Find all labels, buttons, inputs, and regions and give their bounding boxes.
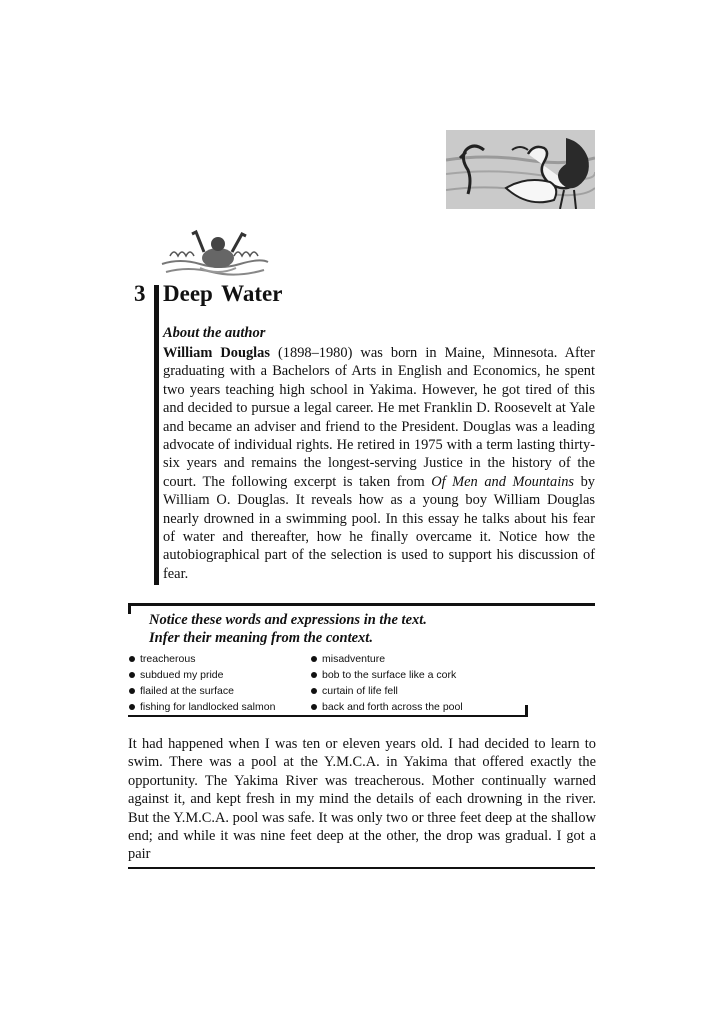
about-author-text — [163, 344, 595, 583]
bio-part-2: by William O. Douglas. It reveals how as a young boy William Douglas nearly drowned in a swimming pool. In this essay he talks about his fear of water and thereafter, how he finally overcame it. Notice how the autobiographical part of the selection is used to support his discussion of fear. — [163, 473, 595, 582]
vocab-heading-line-2: Infer their meaning from the context. — [149, 630, 373, 646]
list-item: treacherous — [128, 651, 275, 667]
book-title: Of Men and Mountains — [431, 473, 575, 490]
vocab-box-bottom-rule — [128, 715, 528, 717]
list-item: flailed at the surface — [128, 683, 275, 699]
vocab-box-top-corner — [128, 603, 131, 614]
story-text: It had happened when I was ten or eleven years old. I had decided to learn to swim. There was a pool at the Y.M.C.A. in Yakima that offered exactly the opportunity. The Yakima River was treacherous. Mother continually warned against it, and kept fresh in my mind the details of each drowning in the river. But the Y.M.C.A. pool was safe. It was only two or three feet deep at the shallow end; and while it was nine feet deep at the other, the drop was gradual. I got a pair — [128, 736, 596, 863]
vocab-list-right — [310, 651, 463, 715]
author-name: William Douglas — [163, 345, 270, 361]
vocab-list-left — [128, 651, 275, 715]
page-bottom-rule — [128, 867, 595, 869]
vocab-heading — [149, 611, 427, 647]
chapter-title: Deep Water — [163, 281, 283, 306]
about-author-heading: About the author — [163, 325, 266, 341]
list-item: bob to the surface like a cork — [310, 667, 463, 683]
chapter-number: 3 — [134, 281, 146, 306]
vocab-box-bottom-corner — [525, 705, 528, 717]
swimmer-illustration — [160, 228, 270, 280]
bio-part-1: (1898–1980) was born in Maine, Minnesota. After graduating with a Bachelors of Arts in English and Economics, he spent two years teaching high school in Yakima. However, he got tired of this and decided to pursue a legal career. He met Franklin D. Roosevelt at Yale and became an adviser and friend to the President. Douglas was a leading advocate of individual rights. He retired in 1975 with a term lasting thirty-six years and remains the longest-serving Justice in the history of the court. The following excerpt is taken from — [163, 345, 595, 490]
list-item: subdued my pride — [128, 667, 275, 683]
flamingo-illustration — [446, 130, 595, 209]
list-item: curtain of life fell — [310, 683, 463, 699]
list-item: back and forth across the pool — [310, 699, 463, 715]
list-item: misadventure — [310, 651, 463, 667]
list-item: fishing for landlocked salmon — [128, 699, 275, 715]
vocab-box-top-rule — [128, 603, 595, 606]
vocab-heading-line-1: Notice these words and expressions in the text. — [149, 612, 427, 628]
heading-vertical-rule — [154, 285, 159, 585]
